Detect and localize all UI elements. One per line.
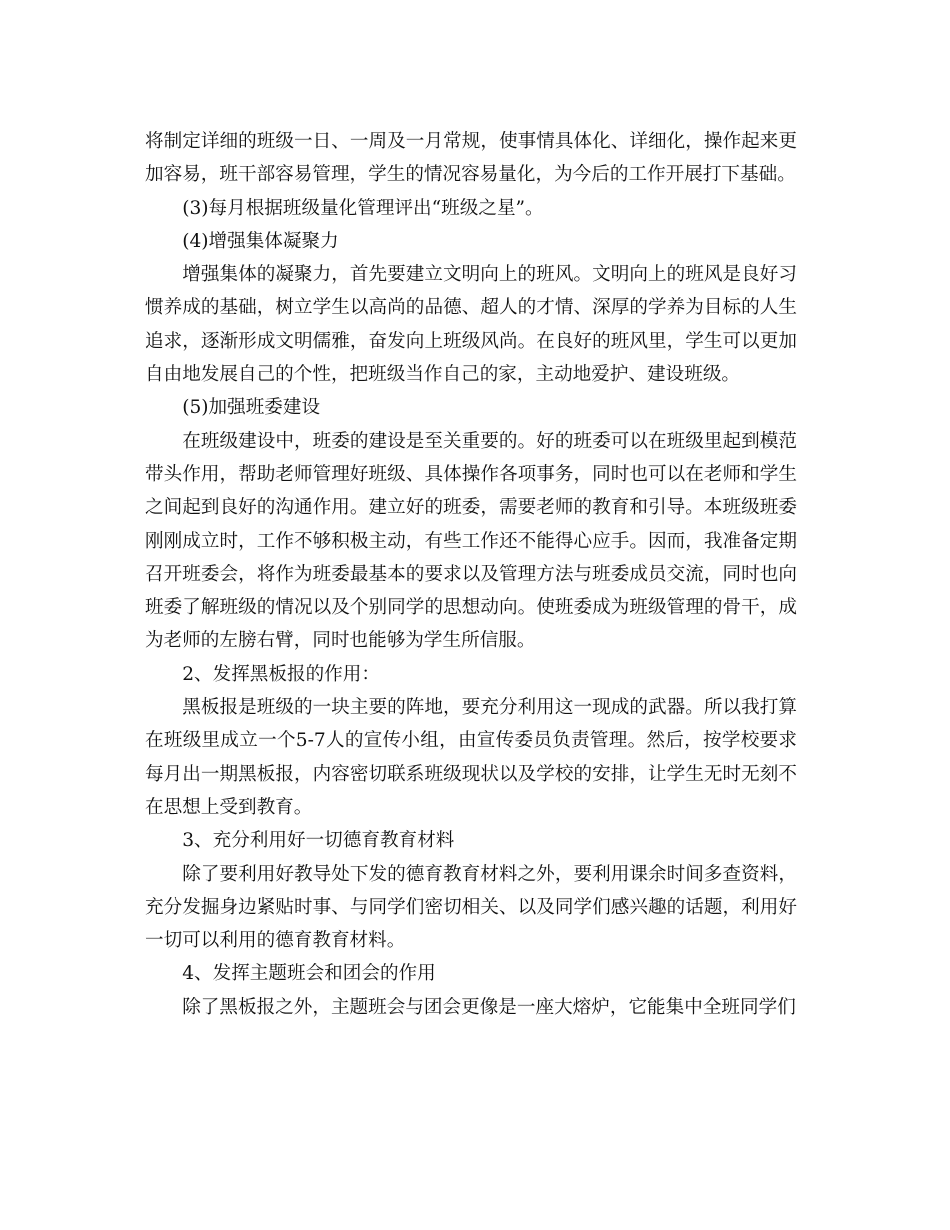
heading-blackboard: 2、发挥黑板报的作用： <box>182 663 380 685</box>
heading-item-4: (4)增强集体凝聚力 <box>182 230 339 252</box>
paragraph-theme-meetings: 除了黑板报之外，主题班会与团会更像是一座大熔炉，它能集中全班同学们 <box>182 996 796 1018</box>
heading-item-5: (5)加强班委建设 <box>182 397 321 419</box>
paragraph-item-3: (3)每月根据班级量化管理评出“班级之星”。 <box>182 197 544 219</box>
heading-theme-meetings: 4、发挥主题班会和团会的作用 <box>182 963 436 985</box>
heading-moral-materials: 3、充分利用好一切德育教育材料 <box>182 830 455 852</box>
document-page <box>145 125 797 1024</box>
paragraph-continuation: 将制定详细的班级一日、一周及一月常规，使事情具体化、详细化，操作起来更加容易，班干部容易管理，学生的情况容易量化，为今后的工作开展打下基础。 <box>145 131 797 186</box>
paragraph-blackboard: 黑板报是班级的一块主要的阵地，要充分利用这一现成的武器。所以我打算在班级里成立一个5-7人的宣传小组，由宣传委员负责管理。然后，按学校要求每月出一期黑板报，内容密切联系班级现状以及学校的安排，让学生无时无刻不在思想上受到教育。 <box>145 697 797 818</box>
paragraph-class-committee: 在班级建设中，班委的建设是至关重要的。好的班委可以在班级里起到模范带头作用，帮助老师管理好班级、具体操作各项事务，同时也可以在老师和学生之间起到良好的沟通作用。建立好的班委，需要老师的教育和引导。本班级班委刚刚成立时，工作不够积极主动，有些工作还不能得心应手。因而，我准备定期召开班委会，将作为班委最基本的要求以及管理方法与班委成员交流，同时也向班委了解班级的情况以及个别同学的思想动向。使班委成为班级管理的骨干，成为老师的左膀右臂，同时也能够为学生所信服。 <box>145 430 797 652</box>
paragraph-moral-materials: 除了要利用好教导处下发的德育教育材料之外，要利用课余时间多查资料，充分发掘身边紧贴时事、与同学们密切相关、以及同学们感兴趣的话题，利用好一切可以利用的德育教育材料。 <box>145 863 797 952</box>
paragraph-cohesion: 增强集体的凝聚力，首先要建立文明向上的班风。文明向上的班风是良好习惯养成的基础，树立学生以高尚的品德、超人的才情、深厚的学养为目标的人生追求，逐渐形成文明儒雅，奋发向上班级风尚。在良好的班风里，学生可以更加自由地发展自己的个性，把班级当作自己的家，主动地爱护、建设班级。 <box>145 264 797 386</box>
